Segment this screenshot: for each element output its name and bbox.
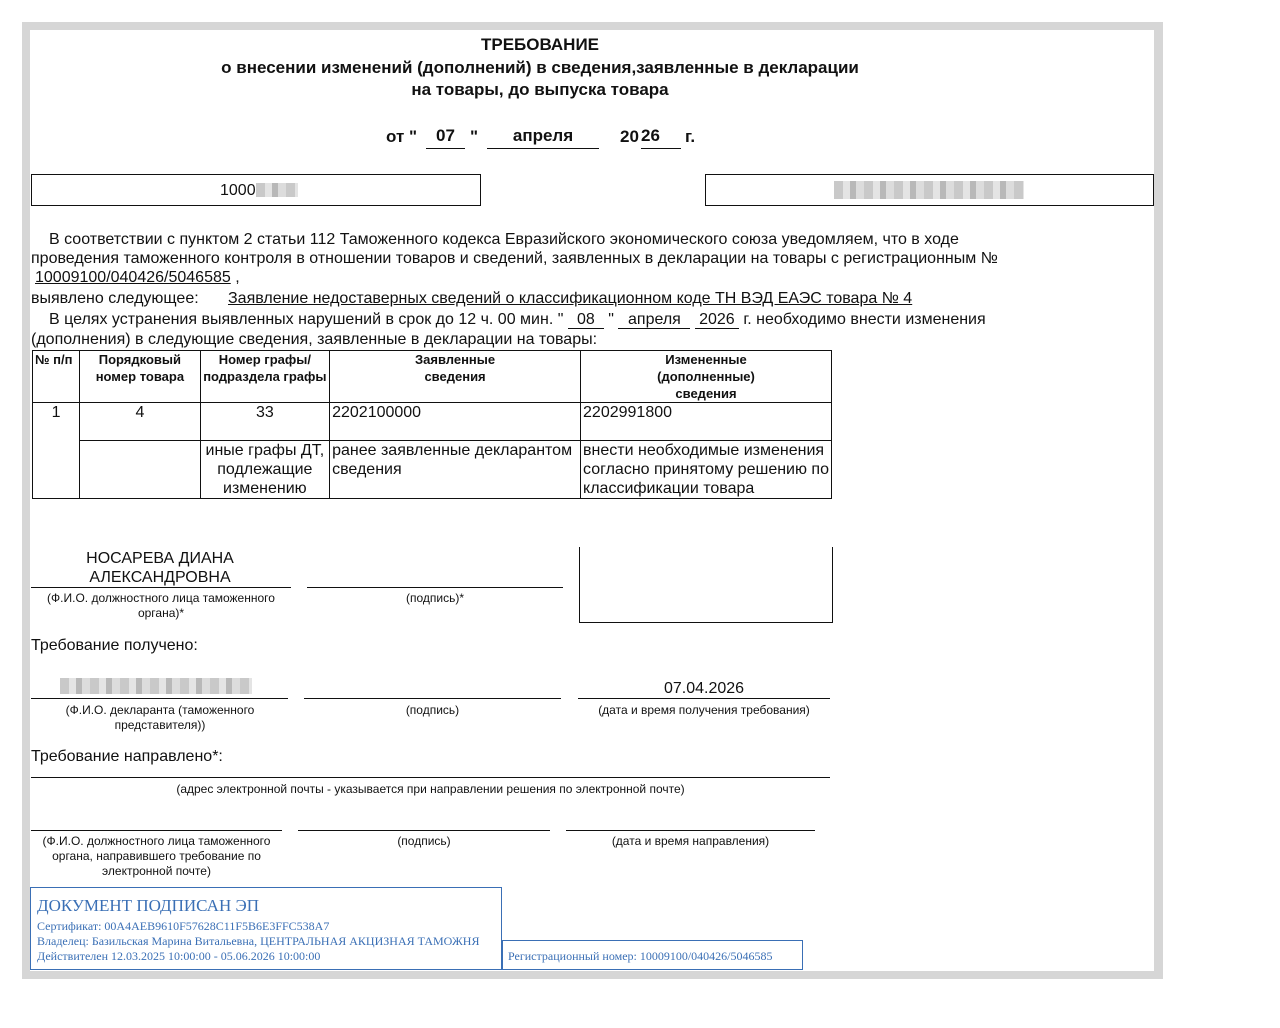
header-cell-number: № п/п [33, 351, 80, 403]
redacted-office-name [834, 181, 1024, 199]
table-row [33, 441, 832, 499]
customs-office-box [705, 174, 1154, 206]
date-prefix: от " [386, 127, 418, 146]
received-date-line [578, 698, 830, 699]
deadline-day: 08 [568, 312, 604, 329]
cell-box-number: 33 [200, 403, 329, 441]
date-suffix: г. [685, 127, 696, 146]
email-caption: (адрес электронной почты - указывается при направлении решения по электронной почте) [176, 782, 685, 796]
customs-code-value: 1000 [220, 182, 256, 199]
declaration-number-line [31, 268, 240, 287]
table-row [33, 403, 832, 441]
cell-declared-code: 2202100000 [330, 403, 581, 441]
sender-signature-line [298, 830, 550, 831]
table-header-row [33, 351, 832, 403]
redacted-code-tail [256, 183, 298, 197]
paragraph-line1: В соответствии с пунктом 2 статьи 112 Таможенного кодекса Евразийского экономического союза уведомляем, что в ходе [49, 231, 959, 248]
cell-item-number: 4 [80, 403, 200, 441]
date-day: 07 [426, 126, 465, 149]
officer-name: НОСАРЕВА ДИАНА АЛЕКСАНДРОВНА [86, 550, 234, 586]
sender-signature-caption: (подпись) [397, 834, 451, 848]
header-cell-changed: Измененные (дополненные) сведения [581, 351, 832, 403]
registration-stamp [502, 940, 803, 970]
received-label: Требование получено: [31, 637, 198, 654]
changes-table [32, 350, 832, 499]
stamp-certificate: Сертификат: 00A4AEB9610F57628C11F5B6E3FFC538A7 [37, 919, 330, 933]
header-cell-item-number: Порядковый номер товара [80, 351, 200, 403]
stamp-heading: ДОКУМЕНТ ПОДПИСАН ЭП [37, 896, 259, 915]
officer-signature-caption: (подпись)* [405, 591, 465, 605]
date-quote: " [470, 127, 479, 146]
sent-label: Требование направлено*: [31, 748, 223, 765]
declaration-number: 10009100/040426/5046585 [35, 269, 231, 286]
document-subtitle-line2: на товары, до выпуска товара [411, 80, 669, 99]
cell-other-boxes: иные графы ДТ, подлежащие изменению [200, 441, 329, 499]
deadline-month: апреля [618, 312, 690, 329]
officer-name-line [31, 587, 291, 588]
declaration-number-comma: , [235, 269, 240, 286]
received-date-value: 07.04.2026 [663, 680, 745, 697]
sent-date-caption: (дата и время направления) [611, 834, 770, 848]
stamp-registration-number: Регистрационный номер: 10009100/040426/5046585 [508, 949, 773, 963]
sender-name-line [31, 830, 282, 831]
seal-box [579, 547, 833, 623]
declarant-signature-line [304, 698, 561, 699]
header-cell-declared: Заявленные сведения [330, 351, 581, 403]
date-month: апреля [487, 126, 599, 149]
officer-name-caption: (Ф.И.О. должностного лица таможенного органа)* [47, 591, 275, 620]
email-line [31, 777, 830, 778]
date-year-suffix: 26 [641, 126, 681, 149]
declarant-name-line [31, 698, 288, 699]
sent-date-line [566, 830, 815, 831]
cell-row-number: 1 [33, 403, 80, 441]
e-signature-stamp [30, 887, 502, 970]
date-year-prefix: 20 [620, 127, 639, 146]
declarant-signature-caption: (подпись) [405, 703, 460, 717]
deadline-suffix: г. необходимо внести изменения [743, 311, 986, 328]
cell-changed-note: внести необходимые изменения согласно принятому решению по классификации товара [581, 441, 832, 499]
paragraph-line2: проведения таможенного контроля в отношении товаров и сведений, заявленных в декларации на товары с регистрационным № [31, 250, 998, 267]
document-subtitle-line1: о внесении изменений (дополнений) в сведения,заявленные в декларации [221, 58, 859, 77]
stamp-valid-period: Действителен 12.03.2025 10:00:00 - 05.06.2026 10:00:00 [37, 949, 321, 963]
cell-changed-code: 2202991800 [581, 403, 832, 441]
cell-empty [80, 441, 200, 499]
officer-signature-line [307, 587, 563, 588]
deadline-prefix: В целях устранения выявленных нарушений в срок до 12 ч. 00 мин. " [49, 311, 564, 328]
customs-code-box [31, 174, 481, 206]
redacted-declarant-name [60, 678, 252, 694]
header-cell-box-number: Номер графы/ подраздела графы [200, 351, 329, 403]
found-label: выявлено следующее: [31, 290, 199, 307]
deadline-line [49, 310, 986, 329]
found-text: Заявление недоставерных сведений о классификационном коде ТН ВЭД ЕАЭС товара № 4 [228, 290, 913, 307]
document-title: ТРЕБОВАНИЕ [480, 35, 600, 54]
paragraph-last-line: (дополнения) в следующие сведения, заявленные в декларации на товары: [31, 331, 598, 348]
sender-name-caption: (Ф.И.О. должностного лица таможенного органа, направившего требование по электронной почте) [42, 834, 271, 878]
cell-empty [33, 441, 80, 499]
cell-declared-note: ранее заявленные декларантом сведения [330, 441, 581, 499]
declarant-name-caption: (Ф.И.О. декларанта (таможенного представителя)) [65, 703, 255, 732]
deadline-year: 2026 [695, 312, 739, 329]
stamp-owner: Владелец: Базильская Марина Витальевна, ЦЕНТРАЛЬНАЯ АКЦИЗНАЯ ТАМОЖНЯ [37, 934, 480, 948]
deadline-quote: " [608, 311, 614, 328]
received-date-caption: (дата и время получения требования) [598, 703, 810, 717]
